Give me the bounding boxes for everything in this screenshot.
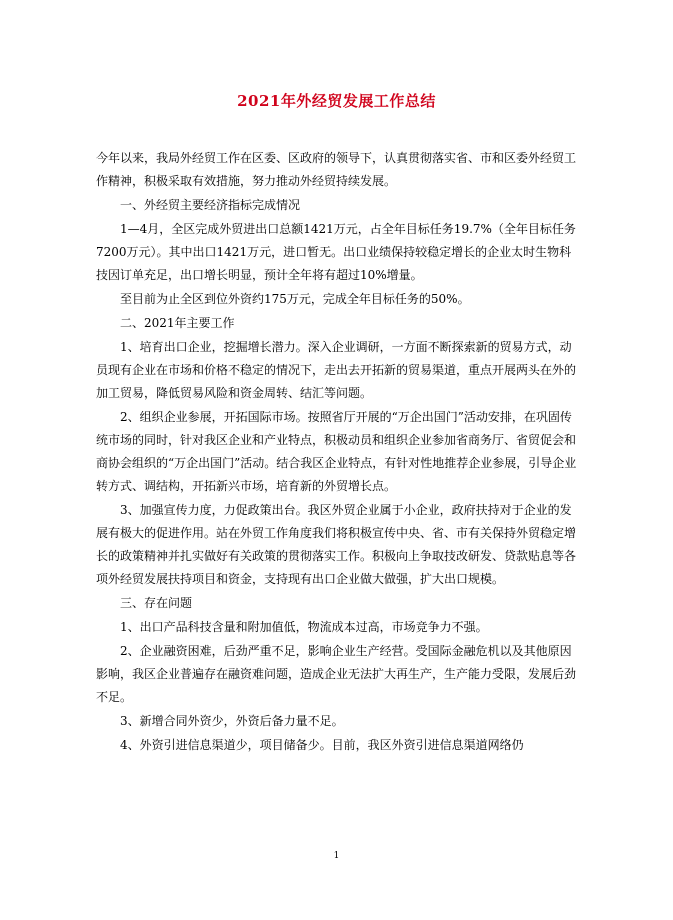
paragraph-indicators: 1—4月，全区完成外贸进出口总额1421万元，占全年目标任务19.7%（全年目标任务7200万元）。其中出口1421万元，进口暂无。出口业绩保持较稳定增长的企业太时生物科技因订单充足，出口增长明显，预计全年将有超过10%增量。 [96, 222, 576, 282]
paragraph-work-2: 2、组织企业参展，开拓国际市场。按照省厅开展的“万企出国门”活动安排，在巩固传统市场的同时，针对我区企业和产业特点，积极动员和组织企业参加省商务厅、省贸促会和商协会组织的“万企出国门”活动。结合我区企业特点，有针对性地推荐企业参展，引导企业转方式、调结构，开拓新兴市场，培育新的外贸增长点。 [96, 410, 577, 493]
paragraph-intro: 今年以来，我局外经贸工作在区委、区政府的领导下，认真贯彻落实省、市和区委外经贸工作精神，积极采取有效措施，努力推动外经贸持续发展。 [96, 151, 577, 188]
paragraph-problem-3: 3、新增合同外资少，外资后备力量不足。 [120, 714, 344, 728]
paragraph-problem-4: 4、外资引进信息渠道少，项目储备少。目前，我区外资引进信息渠道网络仍 [120, 738, 524, 752]
paragraph-problem-2: 2、企业融资困难，后劲严重不足，影响企业生产经营。受国际金融危机以及其他原因影响，我区企业普遍存在融资难问题，造成企业无法扩大再生产，生产能力受限，发展后劲不足。 [96, 644, 577, 704]
heading-section-1: 一、外经贸主要经济指标完成情况 [120, 198, 301, 212]
document-body [96, 147, 578, 757]
heading-section-2: 二、2021年主要工作 [120, 316, 235, 330]
paragraph-work-1: 1、培育出口企业，挖掘增长潜力。深入企业调研，一方面不断探索新的贸易方式，动员现有企业在市场和价格不稳定的情况下，走出去开拓新的贸易渠道，重点开展两头在外的加工贸易，降低贸易风险和资金周转、结汇等问题。 [96, 340, 577, 400]
paragraph-work-3: 3、加强宣传力度，力促政策出台。我区外贸企业属于小企业，政府扶持对于企业的发展有极大的促进作用。站在外贸工作角度我们将积极宣传中央、省、市有关保持外贸稳定增长的政策精神并扎实做好有关政策的贯彻落实工作。积极向上争取技改研发、贷款贴息等各项外经贸发展扶持项目和资金，支持现有出口企业做大做强，扩大出口规模。 [96, 503, 577, 586]
document-title: 2021年外经贸发展工作总结 [237, 92, 436, 110]
page-number: 1 [333, 851, 340, 861]
paragraph-foreign-investment: 至目前为止全区到位外资约175万元，完成全年目标任务的50%。 [120, 292, 470, 306]
heading-section-3: 三、存在问题 [120, 596, 193, 610]
paragraph-problem-1: 1、出口产品科技含量和附加值低，物流成本过高，市场竞争力不强。 [120, 620, 488, 634]
